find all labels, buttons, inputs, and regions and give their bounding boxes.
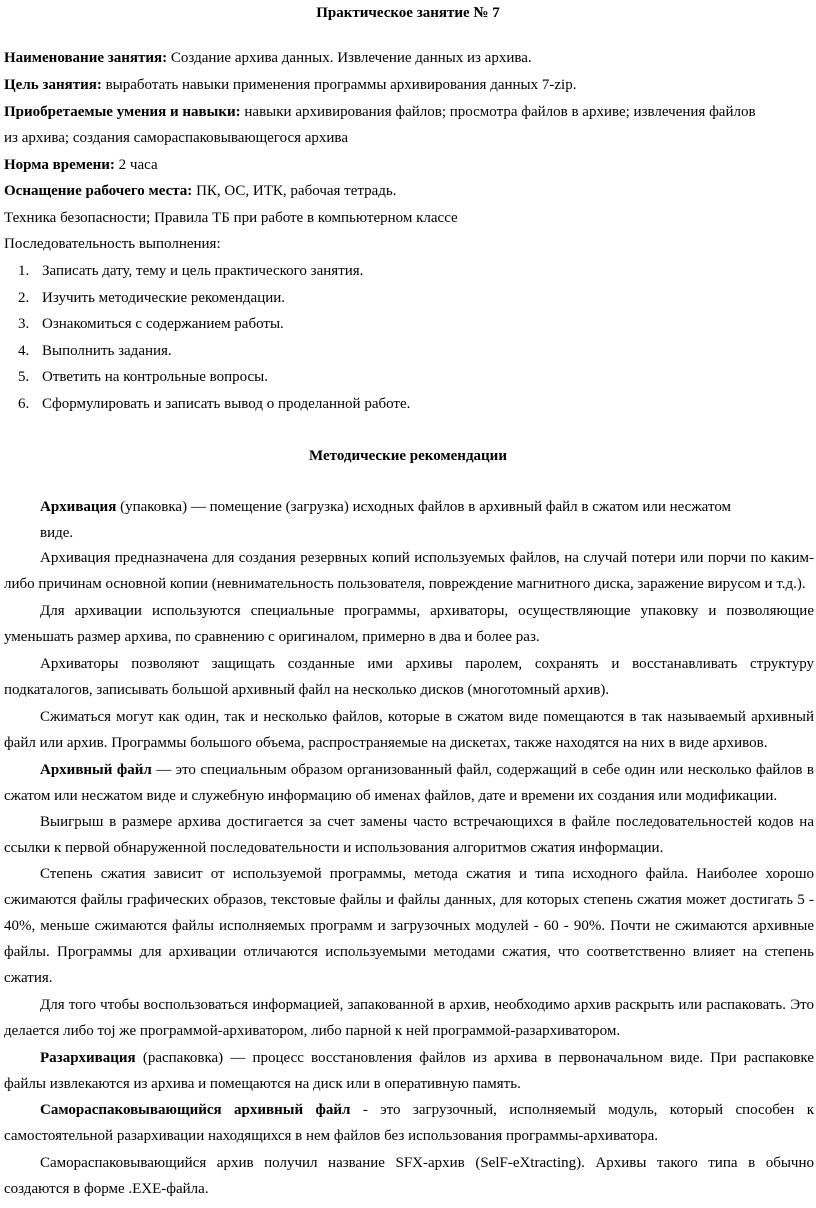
skills-line xyxy=(4,102,804,122)
sfx-term: Самораспаковывающийся архивный файл xyxy=(40,1102,351,1118)
step-number: 4. xyxy=(18,343,30,359)
safety-line: Техника безопасности; Правила ТБ при работе в компьютерном классе xyxy=(4,210,458,226)
sfx-text: - это загрузочный, исполняемый модуль, который способен к самостоятельной разархивации находящихся в нем файлов без использования программы-архиватора. xyxy=(4,1102,814,1144)
definition-term: Архивация xyxy=(40,499,117,515)
step-number: 5. xyxy=(18,369,30,385)
archive-file-text: — это специальным образом организованный файл, содержащий в себе один или несколько файлов в сжатом или несжатом виде и служебную информацию об именах файлов, дате и времени их создания или модификации. xyxy=(4,762,814,804)
lesson-goal-label: Цель занятия: xyxy=(4,77,102,93)
step-number: 6. xyxy=(18,396,30,412)
equipment-value: ПК, ОС, ИТК, рабочая тетрадь. xyxy=(192,183,397,199)
time-norm-value: 2 часа xyxy=(114,157,158,173)
paragraph xyxy=(4,1045,814,1097)
step-item xyxy=(18,367,268,387)
skills-value: навыки архивирования файлов; просмотра файлов в архиве; извлечения файлов xyxy=(240,104,756,120)
step-item xyxy=(18,288,285,308)
paragraph: Архивация предназначена для создания резервных копий используемых файлов, на случай потери или порчи по каким-либо причинам основной копии (невнимательность пользователя, повреждение магнитного диска, заражение вирусом и т.д.). xyxy=(4,550,814,592)
step-number: 3. xyxy=(18,316,30,332)
time-norm-line xyxy=(4,155,804,175)
step-item xyxy=(18,261,363,281)
paragraph: Архиваторы позволяют защищать созданные ими архивы паролем, сохранять и восстанавливать структуру подкаталогов, записывать большой архивный файл на несколько дисков (многотомный архив). xyxy=(4,656,814,698)
section-title: Методические рекомендации xyxy=(309,448,507,464)
paragraph: Сжиматься могут как один, так и несколько файлов, которые в сжатом виде помещаются в так называемый архивный файл или архив. Программы большого объема, распространяемые на дискетах, также находятся на них в виде архивов. xyxy=(4,709,814,751)
paragraph: Степень сжатия зависит от используемой программы, метода сжатия и типа исходного файла. Наиболее хорошо сжимаются файлы графических образов, текстовые файлы и файлы данных, для которых степень сжатия может достигать 5 - 40%, меньше сжимаются файлы исполняемых программ и загрузочных модулей - 60 - 90%. Почти не сжимаются архивные файлы. Программы для архивации отличаются используемыми методами сжатия, что соответственно влияет на степень сжатия. xyxy=(4,866,814,986)
unarchiving-text: (распаковка) — процесс восстановления файлов из архива в первоначальном виде. При распаковке файлы извлекаются из архива и помещаются на диск или в оперативную память. xyxy=(4,1050,814,1092)
step-number: 2. xyxy=(18,290,30,306)
step-text: Сформулировать и записать вывод о проделанной работе. xyxy=(42,396,411,412)
unarchiving-term: Разархивация xyxy=(40,1050,136,1066)
paragraph: Для архивации используются специальные программы, архиваторы, осуществляющие упаковку и позволяющие уменьшать размер архива, по сравнению с оригиналом, примерно в два и более раз. xyxy=(4,603,814,645)
step-item xyxy=(18,314,284,334)
paragraph: Самораспаковывающийся архив получил название SFX-архив (SelF-eXtracting). Архивы такого типа в обычно создаются в форме .EXE-файла. xyxy=(4,1155,814,1197)
archiving-definition xyxy=(40,494,760,546)
page-title: Практическое занятие № 7 xyxy=(316,5,500,21)
definition-text: (упаковка) — помещение (загрузка) исходных файлов в архивный файл в сжатом или несжатом виде. xyxy=(40,499,732,541)
paragraph xyxy=(4,757,814,809)
skills-line-continued: из архива; создания самораспаковывающегося архива xyxy=(4,130,348,146)
step-number: 1. xyxy=(18,263,30,279)
sequence-heading: Последовательность выполнения: xyxy=(4,236,221,252)
skills-label: Приобретаемые умения и навыки: xyxy=(4,104,241,120)
step-text: Записать дату, тему и цель практического занятия. xyxy=(42,263,364,279)
lesson-name-line xyxy=(4,48,804,68)
step-text: Ознакомиться с содержанием работы. xyxy=(42,316,284,332)
step-item xyxy=(18,394,410,414)
paragraph xyxy=(4,1097,814,1149)
lesson-goal-line xyxy=(4,75,804,95)
equipment-line xyxy=(4,181,804,201)
step-text: Выполнить задания. xyxy=(42,343,172,359)
step-item xyxy=(18,341,172,361)
lesson-goal-value: выработать навыки применения программы архивирования данных 7-zip. xyxy=(101,77,577,93)
lesson-name-label: Наименование занятия: xyxy=(4,50,168,66)
paragraph: Для того чтобы воспользоваться информацией, запакованной в архив, необходимо архив раскрыть или распаковать. Это делается либо тој же программой-архиватором, либо парной к ней программой-разархиватором. xyxy=(4,997,814,1039)
paragraph: Выигрыш в размере архива достигается за счет замены часто встречающихся в файле последовательностей кодов на ссылки к первой обнаруженной последовательности и использования алгоритмов сжатия информации. xyxy=(4,814,814,856)
archive-file-term: Архивный файл xyxy=(40,762,152,778)
lesson-name-value: Создание архива данных. Извлечение данных из архива. xyxy=(167,50,532,66)
time-norm-label: Норма времени: xyxy=(4,157,115,173)
equipment-label: Оснащение рабочего места: xyxy=(4,183,193,199)
step-text: Изучить методические рекомендации. xyxy=(42,290,286,306)
step-text: Ответить на контрольные вопросы. xyxy=(42,369,269,385)
